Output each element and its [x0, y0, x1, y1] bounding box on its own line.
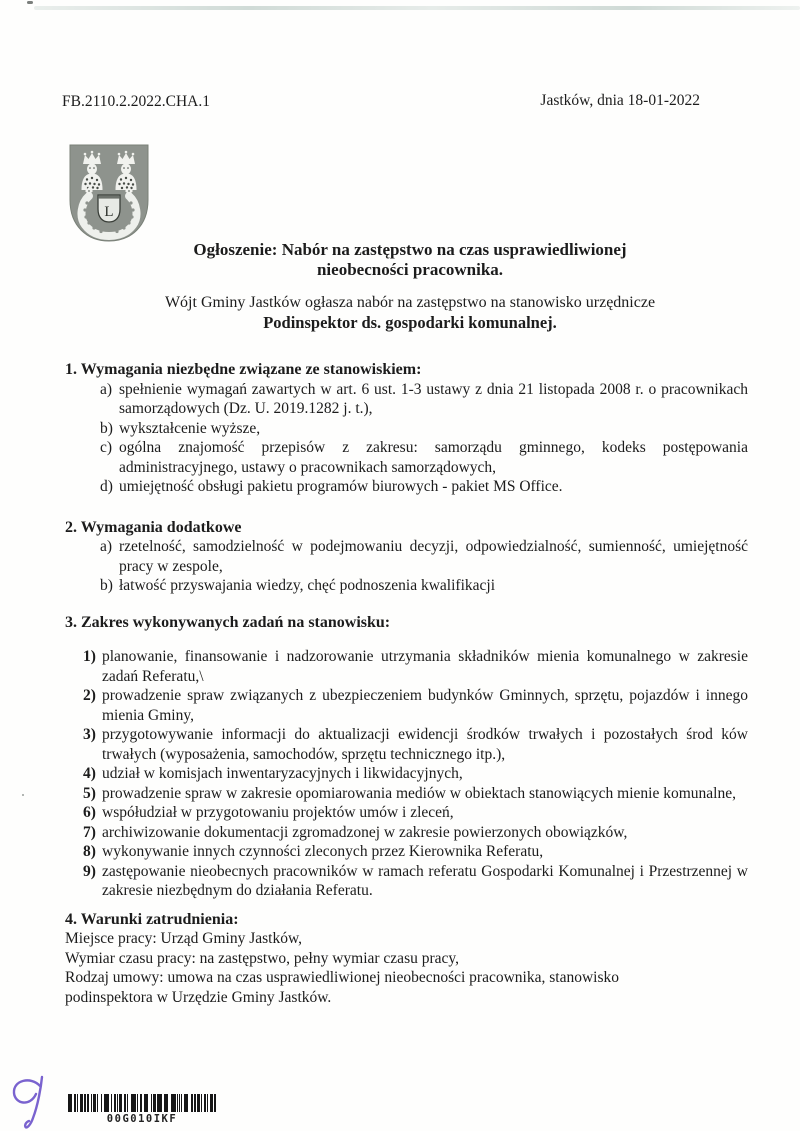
shield-letter: L	[104, 204, 114, 220]
list-item-text: planowanie, finansowanie i nadzorowanie utrzymania składników mienia komunalnego w zakresie zadań Referatu,\	[102, 648, 748, 685]
list-item-text: prowadzenie spraw w zakresie opomiarowania mediów w obiektach stanowiących mienie komunalne,	[102, 784, 736, 802]
list-item	[65, 477, 748, 497]
list-item-label: d)	[100, 478, 113, 495]
announcement-title	[80, 240, 740, 280]
condition-line: podinspektora w Urzędzie Gminy Jastków.	[65, 988, 332, 1006]
list-item-label: 3)	[83, 726, 96, 743]
section-heading: 2. Wymagania dodatkowe	[65, 518, 242, 536]
tasks-list	[65, 647, 748, 901]
list-item-text: zastępowanie nieobecnych pracowników w ramach referatu Gospodarki Komunalnej i Przestrzennej w zakresie niezbędnym do działania Referatu.	[102, 862, 748, 899]
list-item-text: łatwość przyswajania wiedzy, chęć podnoszenia kwalifikacji	[119, 577, 496, 594]
list-item-label: a)	[100, 538, 113, 555]
section-tasks	[65, 613, 748, 901]
list-item	[65, 842, 748, 862]
list-item-label: 1)	[83, 648, 96, 665]
list-item-text: ogólna znajomość przepisów z zakresu: samorządu gminnego, kodeks postępowania administracyjnego, ustawy o pracownikach samorządowych,	[119, 439, 748, 476]
list-item-label: c)	[100, 439, 113, 456]
list-item	[65, 784, 748, 804]
list-item	[65, 438, 748, 477]
list-item-text: wykształcenie wyższe,	[119, 419, 261, 437]
list-item-label: b)	[100, 577, 113, 594]
list-item	[65, 647, 748, 686]
list-item-text: rzetelność, samodzielność w podejmowaniu decyzji, odpowiedzialność, sumienność, umiejętność pracy w zespole,	[119, 538, 748, 575]
list-item-label: 9)	[83, 862, 96, 880]
title-line-1: Ogłoszenie: Nabór na zastępstwo na czas usprawiedliwionej	[193, 240, 627, 259]
barcode	[68, 1094, 216, 1125]
position-title: Podinspektor ds. gospodarki komunalnej.	[263, 313, 557, 332]
list-item-text: przygotowywanie informacji do aktualizacji ewidencji środków trwałych i pozostałych środ ków trwałych (wyposażenia, samochodów, sprzętu technicznego itp.),	[102, 726, 748, 763]
list-item	[65, 686, 748, 725]
list-item-label: 7)	[83, 823, 96, 841]
list-item	[65, 862, 748, 901]
condition-line: Rodzaj umowy: umowa na czas usprawiedliwionej nieobecności pracownika, stanowisko	[65, 969, 619, 986]
list-item	[65, 576, 748, 596]
list-item	[65, 725, 748, 764]
list-item-text: współudział w przygotowaniu projektów umów i zleceń,	[102, 804, 454, 821]
document-body	[65, 360, 748, 1007]
intro-line: Wójt Gminy Jastków ogłasza nabór na zastępstwo na stanowisko urzędnicze	[164, 294, 656, 311]
title-line-2: nieobecności pracownika.	[316, 260, 504, 279]
jastkow-coat-of-arms-icon	[68, 143, 150, 243]
condition-line: Wymiar czasu pracy: na zastępstwo, pełny wymiar czasu pracy,	[65, 949, 460, 967]
section-heading: 3. Zakres wykonywanych zadań na stanowisku:	[65, 613, 391, 631]
section-requirements-necessary	[65, 360, 748, 497]
list-item	[65, 537, 748, 576]
list-item-label: 4)	[83, 765, 96, 782]
section-requirements-additional	[65, 518, 748, 596]
section-employment-conditions	[65, 910, 748, 1008]
list-item	[65, 419, 748, 439]
place-date-line: Jastków, dnia 18-01-2022	[540, 92, 700, 109]
list-item-label: 5)	[83, 784, 96, 802]
list-item-label: 8)	[83, 843, 96, 860]
list-item-text: prowadzenie spraw związanych z ubezpieczeniem budynków Gminnych, sprzętu, pojazdów i innego mienia Gminy,	[102, 687, 748, 724]
list-item	[65, 764, 748, 784]
list-item	[65, 380, 748, 419]
section-heading: 4. Warunki zatrudnienia:	[65, 910, 239, 928]
condition-line: Miejsce pracy: Urząd Gminy Jastków,	[65, 930, 303, 947]
list-item	[65, 803, 748, 823]
scan-speck	[27, 1, 33, 4]
list-item-label: 2)	[83, 687, 96, 704]
section-heading: 1. Wymagania niezbędne związane ze stanowiskiem:	[65, 361, 422, 378]
list-item-text: udział w komisjach inwentaryzacyjnych i likwidacyjnych,	[102, 765, 463, 782]
list-item-label: b)	[100, 419, 113, 437]
handwritten-initial-icon	[5, 1073, 51, 1131]
list-item-label: 6)	[83, 804, 96, 821]
barcode-label: 00G010IKF	[106, 1113, 178, 1125]
list-item-text: umiejętność obsługi pakietu programów biurowych - pakiet MS Office.	[119, 478, 563, 495]
barcode-icon	[68, 1094, 216, 1112]
list-item	[65, 823, 748, 843]
list-item-label: a)	[100, 380, 113, 398]
announcement-intro	[60, 293, 760, 333]
list-item-text: archiwizowanie dokumentacji zgromadzonej w zakresie powierzonych obowiązków,	[102, 823, 628, 841]
reference-number: FB.2110.2.2022.CHA.1	[62, 93, 210, 110]
scanner-edge-artifact	[34, 6, 800, 10]
list-item-text: spełnienie wymagań zawartych w art. 6 ust. 1-3 ustawy z dnia 21 listopada 2008 r. o pracownikach samorządowych (Dz. U. 2019.1282 j. t.),	[119, 380, 748, 417]
list-item-text: wykonywanie innych czynności zleconych przez Kierownika Referatu,	[102, 843, 544, 860]
scan-speck	[22, 794, 24, 796]
